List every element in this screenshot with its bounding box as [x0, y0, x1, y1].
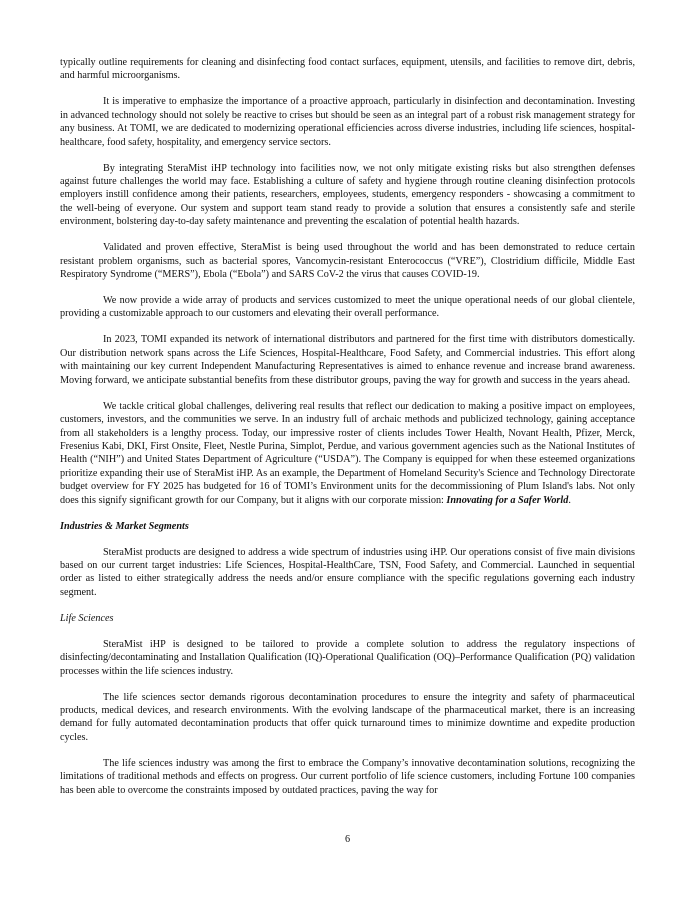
global-challenges-text: We tackle critical global challenges, delivering real results that reflect our dedication to making a positive impact on employees, customers, investors, and the communities we serve. In an industry full of archaic methods and publicized technology, gaining acceptance from all stakeholders is a lengthy process. Today, our impressive roster of clients includes Tower Health, Novant Health, Pfizer, Merck, Fresenius Kabi, DKI, First Onsite, Fleet, Nestle Purina, Simplot, Perdue, and various government agencies such as the National Institutes of Health (“NIH”) and United States Department of Agriculture (“USDA”). The Company is equipped for when these esteemed organizations prioritize expanding their use of SteraMist iHP. As an example, the Department of Homeland Security's Science and Technology Directorate budget overview for FY 2025 has budgeted for 16 of TOMI’s Environment units for the decommissioning of Plum Island's labs. Not only does this signify significant growth for our Company, but it aligns with our corporate mission:: [60, 400, 635, 506]
paragraph-proactive-approach: It is imperative to emphasize the importance of a proactive approach, particularly in disinfection and decontamination. Investing in advanced technology should not solely be reactive to crises but should be seen as an integral part of a robust risk management strategy for any business. At TOMI, we are dedicated to modernizing operational efficiencies across diverse industries, including life sciences, hospital-healthcare, food safety, hospitality, and emergency service sectors.: [60, 96, 635, 148]
global-challenges-end: .: [568, 494, 571, 506]
paragraph-life-sciences-demands: The life sciences sector demands rigorous decontamination procedures to ensure the integrity and safety of pharmaceutical products, medical devices, and research environments. With the evolving landscape of the pharmaceutical market, there is an increasing demand for fully automated decontamination products that offer quick turnaround times to minimize downtime and expedite production cycles.: [60, 691, 635, 743]
paragraph-steramist-integration: By integrating SteraMist iHP technology into facilities now, we not only mitigate existing risks but also strengthen defenses against future challenges the world may face. Establishing a culture of safety and hygiene through routine cleaning disinfection protocols employers instill confidence among their patients, researchers, employees, students, emergency responders - showcasing a commitment to the well-being of everyone. Our system and support team stand ready to provide a solution that ensures a consistently safe and sterile environment, bolstering day-to-day safety maintenance and preventing the escalation of potential health hazards.: [60, 162, 635, 228]
section-heading-industries: Industries & Market Segments: [60, 520, 189, 532]
paragraph-global-challenges: [60, 400, 635, 507]
paragraph-life-sciences-tailored: SteraMist iHP is designed to be tailored to provide a complete solution to address the regulatory inspections of disinfecting/decontaminating and Installation Qualification (IQ)-Operational Qualification (OQ)–Performance Qualification (PQ) validation processes within the life sciences industry.: [60, 638, 635, 677]
paragraph-products-services: We now provide a wide array of products and services customized to meet the unique operational needs of our global clientele, providing a customizable approach to our customers and elevating their overall performance.: [60, 295, 635, 320]
subsection-heading-life-sciences: Life Sciences: [60, 612, 114, 624]
paragraph-distributors-2023: In 2023, TOMI expanded its network of international distributors and partnered for the first time with distributors domestically. Our distribution network spans across the Life Sciences, Hospital-Healthcare, Food Safety, and Commercial industries. This effort along with maintaining our key current Independent Manufacturing Representatives is aimed to enhance revenue and increase brand awareness. Moving forward, we anticipate substantial benefits from these distributor groups, paving the way for growth and success in the years ahead.: [60, 334, 635, 386]
paragraph-industries-overview: SteraMist products are designed to address a wide spectrum of industries using iHP. Our operations consist of five main divisions based on our current target industries: Life Sciences, Hospital-HealthCare, TSN, Food Safety, and Commercial. Launched in sequential order as listed to either strategically address the needs and/or ensure compliance with the specific regulations governing each industry segment.: [60, 546, 635, 598]
corporate-mission: Innovating for a Safer World: [446, 494, 569, 506]
paragraph-life-sciences-adoption: The life sciences industry was among the first to embrace the Company’s innovative decontamination solutions, recognizing the limitations of traditional methods and effects on progress. Our current portfolio of life science customers, including Fortune 100 companies has been able to overcome the constraints imposed by outdated practices, paving the way for: [60, 757, 635, 796]
document-page: [60, 56, 635, 810]
paragraph-food-contact: typically outline requirements for cleaning and disinfecting food contact surfaces, equipment, utensils, and facilities to remove dirt, debris, and harmful microorganisms.: [60, 57, 635, 82]
page-number: 6: [344, 834, 351, 845]
paragraph-validated-effective: Validated and proven effective, SteraMist is being used throughout the world and has been demonstrated to reduce certain resistant problem organisms, such as bacterial spores, Vancomycin-resistant Enterococcus (“VRE”), Clostridium difficile, Middle East Respiratory Syndrome (“MERS”), Ebola (“Ebola”) and SARS CoV-2 the virus that causes COVID-19.: [60, 242, 635, 281]
